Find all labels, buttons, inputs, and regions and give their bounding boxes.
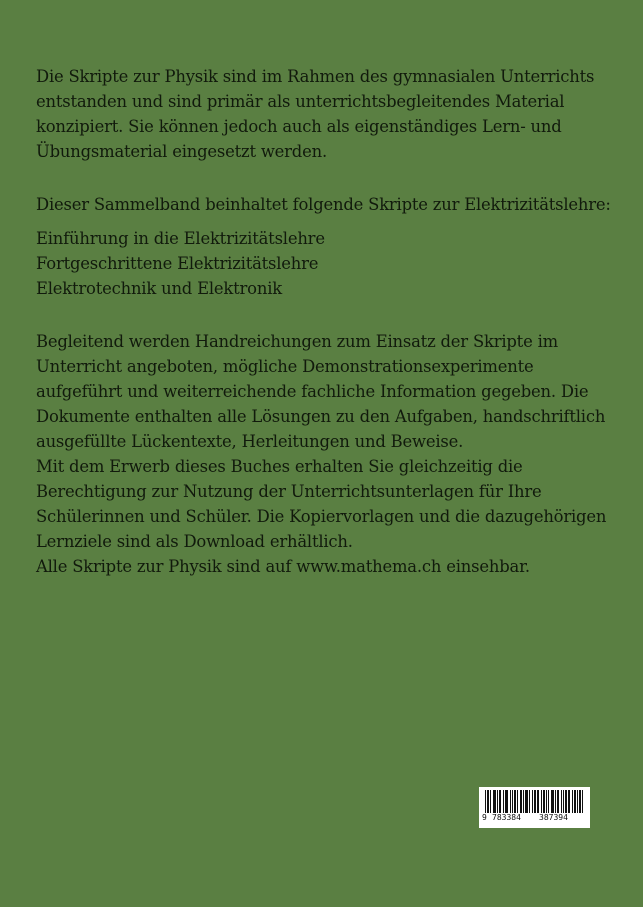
barcode-bar bbox=[532, 790, 533, 813]
text-line: Dieser Sammelband beinhaltet folgende Skripte zur Elektrizitätslehre: bbox=[36, 195, 611, 214]
barcode-bar bbox=[557, 790, 558, 813]
text-line: Mit dem Erwerb dieses Buches erhalten Sie gleichzeitig die bbox=[36, 457, 523, 476]
barcode-bar bbox=[565, 790, 566, 813]
barcode-bar bbox=[490, 790, 491, 813]
barcode-bar bbox=[538, 790, 539, 813]
barcode-bar bbox=[485, 790, 486, 813]
barcode-bar bbox=[534, 790, 535, 813]
barcode-left-group: 783384 bbox=[492, 813, 521, 822]
text-line: entstanden und sind primär als unterrichtsbegleitendes Material bbox=[36, 92, 565, 111]
barcode-bar bbox=[520, 790, 521, 813]
text-line: Unterricht angeboten, mögliche Demonstrationsexperimente bbox=[36, 357, 534, 376]
text-line: Dokumente enthalten alle Lösungen zu den Aufgaben, handschriftlich bbox=[36, 407, 606, 426]
list-item: Einführung in die Elektrizitätslehre bbox=[36, 229, 325, 248]
barcode-bar bbox=[553, 790, 554, 813]
collection-lead bbox=[36, 192, 616, 217]
text-line: Lernziele sind als Download erhältlich. bbox=[36, 532, 353, 551]
text-line: konzipiert. Sie können jedoch auch als eigenständiges Lern- und bbox=[36, 117, 562, 136]
barcode-right-group: 387394 bbox=[539, 813, 568, 822]
barcode-bar bbox=[500, 790, 501, 813]
barcode-bars-graphic bbox=[485, 790, 584, 813]
text-line: aufgeführt und weiterreichende fachliche Information gegeben. Die bbox=[36, 382, 589, 401]
barcode-bar bbox=[527, 790, 528, 813]
back-cover-text bbox=[36, 64, 616, 579]
barcode-bar bbox=[579, 790, 580, 813]
barcode-bar bbox=[494, 790, 495, 813]
barcode-bar bbox=[505, 790, 506, 813]
text-line: Übungsmaterial eingesetzt werden. bbox=[36, 142, 327, 161]
list-item: Fortgeschrittene Elektrizitätslehre bbox=[36, 254, 319, 273]
barcode-bar bbox=[495, 790, 496, 813]
barcode-bar bbox=[569, 790, 570, 813]
barcode-bar bbox=[544, 790, 545, 813]
barcode-bar bbox=[546, 790, 547, 813]
text-line: Begleitend werden Handreichungen zum Einsatz der Skripte im bbox=[36, 332, 558, 351]
barcode-bar bbox=[555, 790, 556, 813]
barcode-bar bbox=[575, 790, 576, 813]
barcode-bar bbox=[523, 790, 524, 813]
barcode-bar bbox=[529, 790, 530, 813]
barcode-digits bbox=[479, 813, 590, 825]
barcode-bar bbox=[506, 790, 507, 813]
barcode-bar bbox=[548, 790, 549, 813]
barcode-bar bbox=[552, 790, 553, 813]
barcode-first-digit: 9 bbox=[482, 813, 487, 822]
barcode-bar bbox=[503, 790, 504, 813]
barcode-bar bbox=[493, 790, 494, 813]
barcode-bar bbox=[580, 790, 581, 813]
barcode-bar bbox=[566, 790, 567, 813]
barcode-bar bbox=[537, 790, 538, 813]
barcode-bar bbox=[551, 790, 552, 813]
text-line: Die Skripte zur Physik sind im Rahmen des gymnasialen Unterrichts bbox=[36, 67, 595, 86]
script-list bbox=[36, 226, 616, 301]
text-line: Schülerinnen und Schüler. Die Kopiervorlagen und die dazugehörigen bbox=[36, 507, 607, 526]
barcode-bar bbox=[543, 790, 544, 813]
barcode-bar bbox=[510, 790, 511, 813]
intro-paragraph bbox=[36, 64, 616, 164]
barcode-bar bbox=[563, 790, 564, 813]
barcode-bar bbox=[574, 790, 575, 813]
barcode-bar bbox=[514, 790, 515, 813]
barcode-bar bbox=[572, 790, 573, 813]
text-line: ausgefüllte Lückentexte, Herleitungen und Beweise. bbox=[36, 432, 464, 451]
details-paragraph bbox=[36, 329, 616, 579]
text-line: Alle Skripte zur Physik sind auf www.mathema.ch einsehbar. bbox=[36, 557, 530, 576]
barcode-bar bbox=[541, 790, 542, 813]
barcode-bar bbox=[517, 790, 518, 813]
barcode-bar bbox=[577, 790, 578, 813]
barcode-bar bbox=[535, 790, 536, 813]
barcode-bar bbox=[568, 790, 569, 813]
barcode-bar bbox=[497, 790, 498, 813]
text-line: Berechtigung zur Nutzung der Unterrichtsunterlagen für Ihre bbox=[36, 482, 542, 501]
isbn-barcode bbox=[479, 787, 590, 828]
barcode-bar bbox=[525, 790, 526, 813]
barcode-bar bbox=[499, 790, 500, 813]
barcode-bar bbox=[515, 790, 516, 813]
barcode-bar bbox=[488, 790, 489, 813]
barcode-bar bbox=[487, 790, 488, 813]
barcode-bar bbox=[526, 790, 527, 813]
barcode-bar bbox=[507, 790, 508, 813]
barcode-bar bbox=[582, 790, 583, 813]
barcode-bar bbox=[558, 790, 559, 813]
list-item: Elektrotechnik und Elektronik bbox=[36, 279, 282, 298]
barcode-bar bbox=[521, 790, 522, 813]
barcode-bar bbox=[512, 790, 513, 813]
barcode-bar bbox=[561, 790, 562, 813]
